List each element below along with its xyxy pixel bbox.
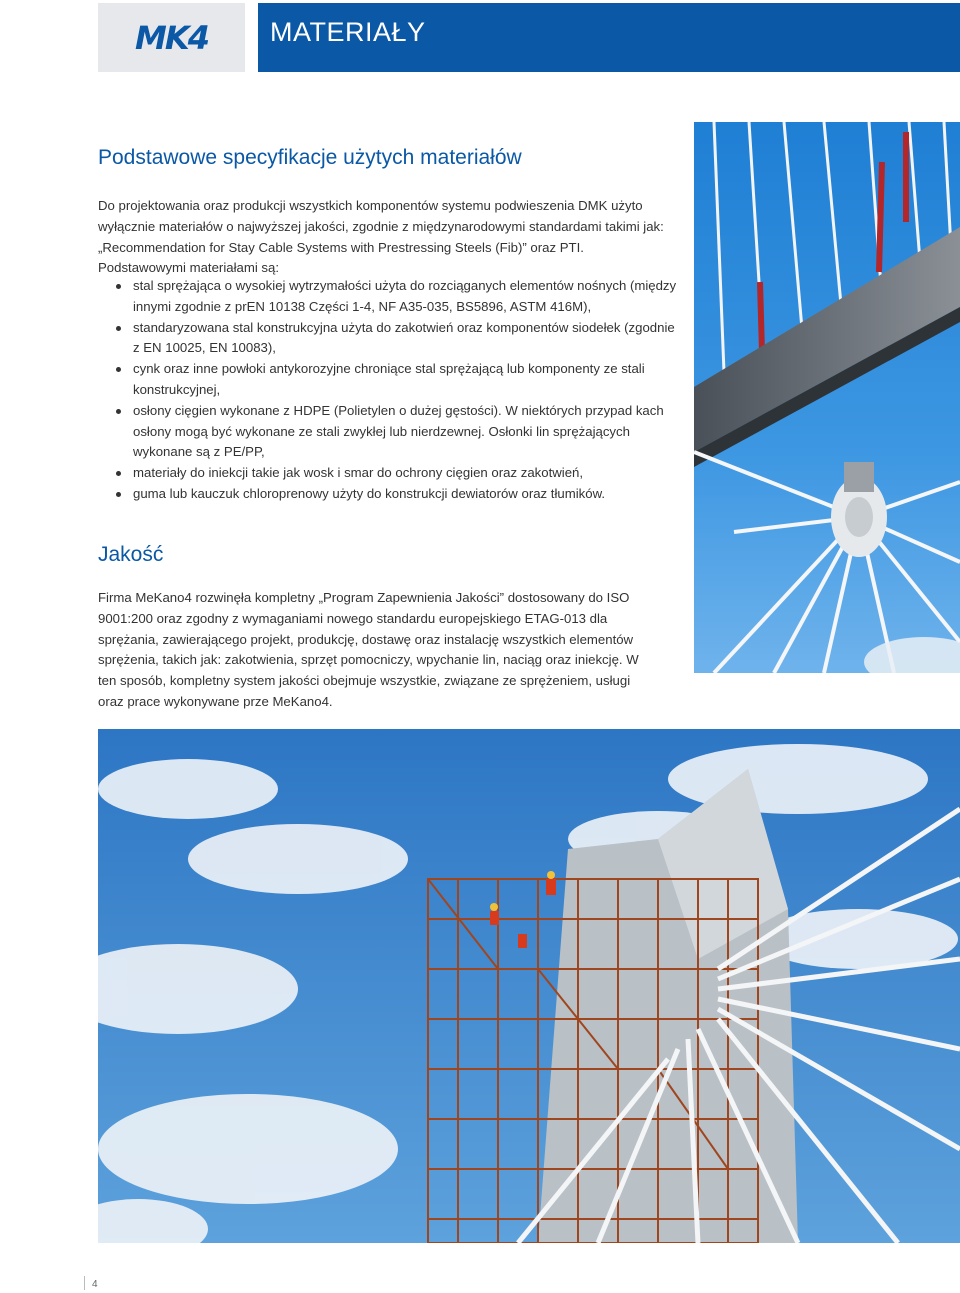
page-title: MATERIAŁY — [270, 17, 426, 47]
list-item: osłony cięgien wykonane z HDPE (Polietylen o dużej gęstości). W niektórych przypad kach osłony mogą być wykonane ze stali zwykłej lub nierdzewnej. Osłonki lin sprężających wykonane są z PE/PP, — [98, 401, 678, 463]
header-bar — [258, 3, 960, 72]
intro-paragraph: Do projektowania oraz produkcji wszystkich komponentów systemu podwieszenia DMK użyto wyłącznie materiałów o najwyższej jakości, zgodnie z międzynarodowymi standardami takimi jak: „Recommendation for Stay Cable Systems with Prestressing Steels (Fib)” oraz PTI. — [98, 198, 664, 255]
list-item: stal sprężająca o wysokiej wytrzymałości użyta do rozciąganych elementów nośnych (między innymi zgodnie z prEN 10138 Części 1-4, NF A35-035, BS5896, ASTM 416M), — [98, 276, 678, 318]
list-item: materiały do iniekcji takie jak wosk i smar do ochrony cięgien oraz zakotwień, — [98, 463, 678, 484]
materials-list — [98, 276, 678, 505]
logo — [98, 3, 245, 72]
materials-lead: Podstawowymi materiałami są: — [98, 260, 280, 276]
logo-mark: MK4 — [135, 18, 208, 57]
page-number: 4 — [92, 1279, 98, 1290]
pylon-scaffolding-photo — [98, 729, 960, 1243]
list-item: cynk oraz inne powłoki antykorozyjne chroniące stal sprężającą lub komponenty ze stali konstrukcyjnej, — [98, 359, 678, 401]
section-heading-specifications: Podstawowe specyfikacje użytych materiałów — [98, 146, 522, 169]
list-item: standaryzowana stal konstrukcyjna użyta do zakotwień oraz komponentów siodełek (zgodnie z EN 10025, EN 10083), — [98, 318, 678, 360]
quality-paragraph: Firma MeKano4 rozwinęła kompletny „Program Zapewnienia Jakości” dostosowany do ISO 9001:200 oraz zgodny z wymaganiami nowego standardu europejskiego ETAG-013 dla sprężania, zawierającego projekt, produkcję, dostawę oraz instalację wszystkich elementów sprężenia, takich jak: zakotwienia, sprzęt pomocniczy, wpychanie lin, naciąg oraz iniekcję. W ten sposób, kompletny system jakości obejmuje wszystkie, związane ze sprężeniem, usługi oraz prace wykonywane prze MeKano4. — [98, 590, 639, 709]
list-item: guma lub kauczuk chloroprenowy użyty do konstrukcji dewiatorów oraz tłumików. — [98, 484, 678, 505]
footer-divider — [84, 1276, 85, 1290]
specifications-intro — [98, 196, 698, 279]
bridge-cables-photo — [694, 122, 960, 673]
section-heading-quality: Jakość — [98, 543, 164, 566]
